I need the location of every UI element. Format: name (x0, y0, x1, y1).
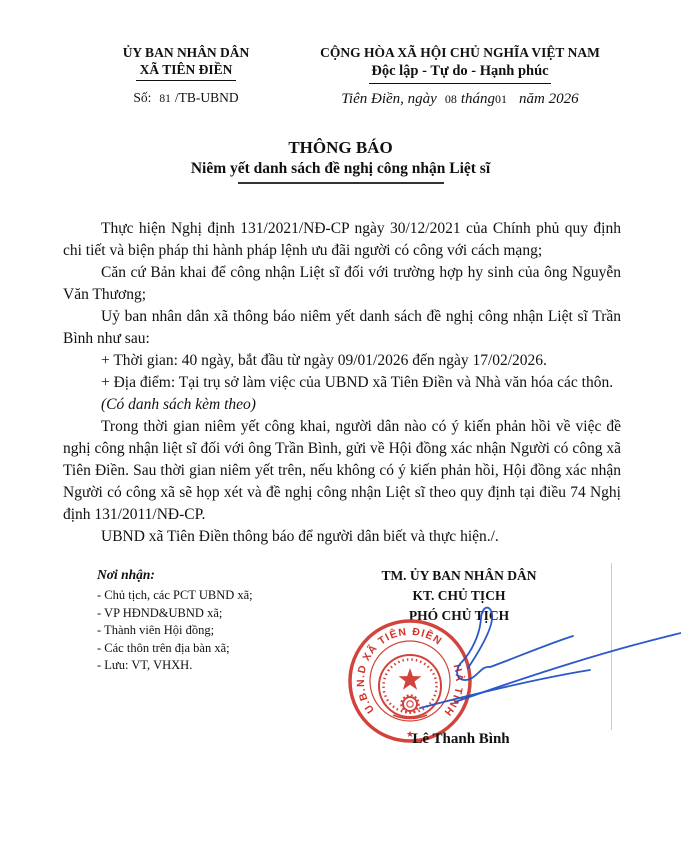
national-motto: Độc lập - Tự do - Hạnh phúc (369, 63, 550, 84)
document-subject: Niêm yết danh sách đề nghị công nhận Liệt sĩ (190, 160, 491, 177)
document-number-line (60, 90, 312, 106)
document-number-suffix: /TB-UBND (174, 90, 239, 105)
recipients-label: Nơi nhận: (97, 567, 155, 582)
recipient-item: - Chủ tịch, các PCT UBND xã; (97, 588, 253, 602)
document-number-value: 81 (159, 93, 171, 105)
stamp-arc-text-main: U.B.N.D XÃ TIÊN ĐIỀN (354, 625, 445, 716)
signer-name: Lê Thanh Bình (412, 731, 510, 747)
document-type: THÔNG BÁO (288, 138, 393, 157)
recipient-item: - Lưu: VT, VHXH. (97, 658, 193, 672)
signature-authority: TM. ỦY BAN NHÂN DÂN (381, 568, 537, 583)
document-number-label: Số: (133, 90, 152, 105)
paragraph: + Thời gian: 40 ngày, bắt đầu từ ngày 09/01/2026 đến ngày 17/02/2026. (101, 352, 547, 369)
date-day: 08 (444, 92, 457, 106)
paragraph: Uỷ ban nhân dân xã thông báo niêm yết danh sách đề nghị công nhận Liệt sĩ Trần Bình như sau: (63, 308, 621, 347)
document-title-block (0, 138, 681, 184)
recipient-item: - VP HĐND&UBND xã; (97, 605, 223, 620)
date-month: 01 (494, 92, 507, 106)
issuing-authority-name: XÃ TIÊN ĐIỀN (136, 62, 237, 81)
signature-capacity: KT. CHỦ TỊCH (412, 588, 506, 603)
national-title: CỘNG HÒA XÃ HỘI CHỦ NGHĨA VIỆT NAM (320, 45, 600, 60)
recipient-item: - Thành viên Hội đồng; (97, 623, 215, 637)
recipient-item: - Các thôn trên địa bàn xã; (97, 640, 230, 655)
place-date-prefix: Tiên Điền, ngày (341, 91, 437, 107)
national-motto-block (295, 45, 625, 108)
paragraph: Trong thời gian niêm yết công khai, người dân nào có ý kiến phản hồi về việc đề nghị công nhận liệt sĩ đối với ông Trần Bình, gửi về Hội đồng xác nhận Người có công xã Tiên Điền. Sau thời gian niêm yết trên, nếu không có ý kiến phản hồi, Hội đồng xác nhận Người có công xã sẽ họp xét và đề nghị công nhận Liệt sĩ theo quy định tại điều 74 Nghị định 131/2011/NĐ-CP. (63, 418, 621, 523)
issuing-authority-parent: ỦY BAN NHÂN DÂN (122, 45, 250, 60)
paragraph: Thực hiện Nghị định 131/2021/NĐ-CP ngày 30/12/2021 của Chính phủ quy định chi tiết và biện pháp thi hành pháp lệnh ưu đãi người có công với cách mạng; (63, 220, 621, 259)
date-month-label: tháng (460, 91, 495, 107)
paragraph: + Địa điểm: Tại trụ sở làm việc của UBND xã Tiên Điền và Nhà văn hóa các thôn. (101, 374, 614, 391)
signature-position: PHÓ CHỦ TỊCH (408, 608, 510, 623)
title-underline (238, 182, 444, 184)
stamp-bottom-star: ★ (405, 729, 415, 739)
issuing-authority-block (60, 45, 312, 106)
document-body (63, 218, 621, 548)
paragraph: UBND xã Tiên Điền thông báo để người dân biết và thực hiện./. (101, 528, 499, 545)
paragraph: Căn cứ Bản khai để công nhận Liệt sĩ đối với trường hợp hy sinh của ông Nguyễn Văn Thương; (63, 264, 621, 303)
attachment-note: (Có danh sách kèm theo) (101, 396, 256, 413)
date-year: năm 2026 (518, 91, 579, 107)
stamp-arc-text-province: HÀ TĨNH (440, 663, 466, 719)
recipients-block (97, 567, 337, 675)
place-date-line (295, 91, 625, 108)
